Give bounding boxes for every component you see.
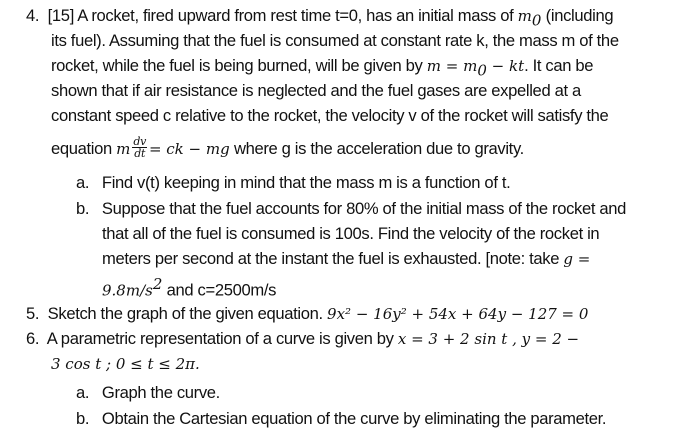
q4-line-6 <box>51 135 524 161</box>
q6a-text: Graph the curve. <box>101 383 220 402</box>
q4-line-3 <box>51 55 593 81</box>
q4-ode-mass: m <box>116 140 131 158</box>
q4-text-1: [15] A rocket, fired upward from rest time t=0, has an initial mass of <box>47 6 518 25</box>
q4-mass-equation-rest: − kt <box>486 57 525 75</box>
q4-text-3-end: . It can be <box>524 56 594 75</box>
q6b-line <box>76 408 606 430</box>
q5-equation: 9x² − 16y² + 54x + 64y − 127 = 0 <box>327 305 589 323</box>
q6-number: 6. <box>26 329 40 348</box>
q4b-text-4-end: and c=2500m/s <box>162 280 277 300</box>
q4b-gravity-eq: g = <box>563 250 591 268</box>
q4-mass-symbol: m <box>517 7 532 25</box>
q4-dv-dt-fraction <box>132 136 147 159</box>
q6b-text: Obtain the Cartesian equation of the curve by eliminating the parameter. <box>101 409 607 428</box>
q4b-label: b. <box>76 199 90 218</box>
q4a-label: a. <box>76 173 90 192</box>
q6-line-2 <box>51 353 200 375</box>
q4-fraction-numerator: dv <box>133 135 146 149</box>
q4-text-1-end: (including <box>541 6 614 25</box>
q6-parametric-range: 3 cos t ; 0 ≤ t ≤ 2π. <box>51 355 200 373</box>
q6-parametric-x-y: x = 3 + 2 sin t , y = 2 − <box>397 330 580 348</box>
q4b-line-3 <box>102 248 590 270</box>
q4-text-5: constant speed c relative to the rocket, the velocity v of the rocket will satisfy the <box>51 106 609 125</box>
q6b-label: b. <box>76 409 90 428</box>
q6-line-1 <box>26 328 579 350</box>
q4b-line-2 <box>102 223 599 245</box>
q4-number: 4. <box>26 6 40 25</box>
q4b-text-3: meters per second at the instant the fuel is exhausted. [note: take <box>102 249 564 268</box>
q4b-gravity-exponent: 2 <box>152 275 163 293</box>
q4b-text-2: that all of the fuel is consumed is 100s. Find the velocity of the rocket in <box>102 224 600 243</box>
q6a-label: a. <box>76 383 90 402</box>
q4b-text-1: Suppose that the fuel accounts for 80% of the initial mass of the rocket and <box>101 199 627 218</box>
q4b-gravity-value: 9.8m/s <box>102 281 153 300</box>
q5-number: 5. <box>26 304 40 323</box>
q4-text-3: rocket, while the fuel is being burned, will be given by <box>51 56 427 75</box>
q4-mass-eq-subscript: 0 <box>477 61 487 80</box>
q6-text-1: A parametric representation of a curve is given by <box>46 329 398 348</box>
q4-line-1 <box>26 5 613 31</box>
q4-line-5 <box>51 105 608 127</box>
q5-text: Sketch the graph of the given equation. <box>47 304 328 323</box>
q4-text-4: shown that if air resistance is neglected and the fuel gases are expelled at a <box>51 81 581 100</box>
q4-mass-subscript: 0 <box>531 11 542 30</box>
q4b-line-1 <box>76 198 626 220</box>
q4a-line <box>76 172 510 194</box>
q4-line-4 <box>51 80 581 102</box>
q4-fraction-denominator: dt <box>134 147 146 161</box>
q4-line-2 <box>51 30 619 52</box>
q6a-line <box>76 382 220 404</box>
q4-text-6-pre: equation <box>51 139 117 158</box>
q4-text-6-end: where g is the acceleration due to gravity. <box>229 139 524 158</box>
q4-mass-equation: m = m <box>426 57 478 75</box>
q5-line <box>26 303 588 325</box>
q4-ode-rhs: = ck − mg <box>148 140 230 158</box>
q4a-text: Find v(t) keeping in mind that the mass m is a function of t. <box>101 173 511 192</box>
q4b-line-4 <box>102 273 276 302</box>
q4-text-2: its fuel). Assuming that the fuel is consumed at constant rate k, the mass m of the <box>51 31 619 50</box>
